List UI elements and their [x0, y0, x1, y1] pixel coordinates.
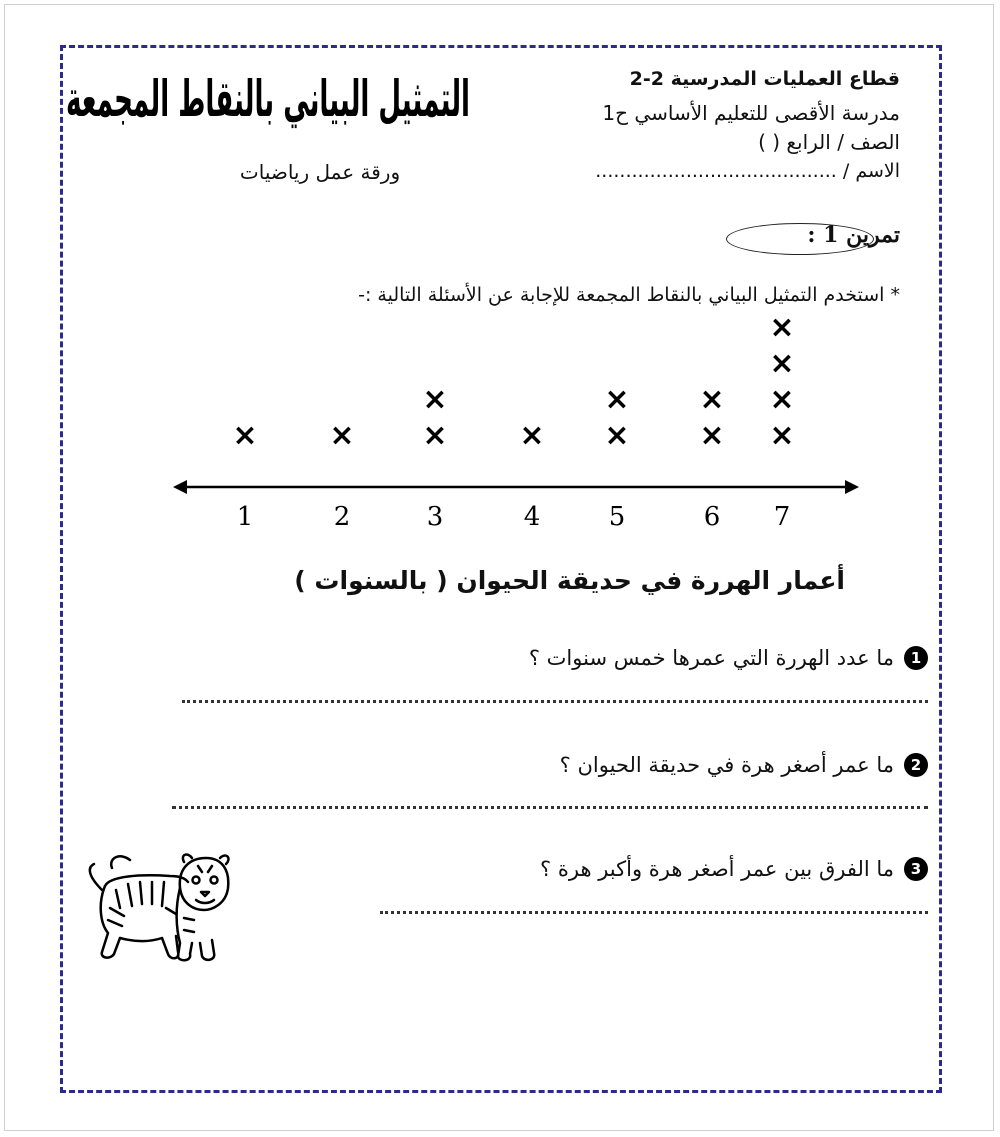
- plot-mark-x: ×: [769, 382, 795, 417]
- line-plot-chart: [165, 315, 865, 540]
- tick-label: 2: [333, 502, 351, 532]
- tick-label: 5: [608, 502, 626, 532]
- question-number-badge: 2: [904, 753, 928, 777]
- district-line: قطاع العمليات المدرسية 2-2: [629, 68, 900, 90]
- worksheet-label: ورقة عمل رياضيات: [239, 160, 401, 184]
- plot-mark-x: ×: [519, 418, 545, 453]
- plot-mark-x: ×: [422, 382, 448, 417]
- worksheet-title: [62, 58, 474, 136]
- plot-mark-x: ×: [329, 418, 355, 453]
- plot-mark-x: ×: [769, 346, 795, 381]
- answer-line-3[interactable]: [380, 911, 928, 914]
- grade-line: الصف / الرابع ( ): [758, 130, 900, 154]
- plot-mark-x: ×: [699, 382, 725, 417]
- plot-mark-x: ×: [232, 418, 258, 453]
- instruction-text: * استخدم التمثيل البياني بالنقاط المجمعة للإجابة عن الأسئلة التالية :-: [358, 284, 900, 306]
- title-text: التمثيل البياني بالنقاط المجمعة: [66, 70, 470, 128]
- tick-label: 7: [773, 502, 791, 532]
- plot-mark-x: ×: [422, 418, 448, 453]
- plot-mark-x: ×: [604, 418, 630, 453]
- question-3: [540, 857, 928, 881]
- plot-mark-x: ×: [699, 418, 725, 453]
- exercise-label: تمرين 1 :: [807, 222, 900, 248]
- question-1: [529, 646, 928, 670]
- question-2: [560, 753, 928, 777]
- plot-mark-x: ×: [769, 315, 795, 345]
- question-number-badge: 1: [904, 646, 928, 670]
- question-text: ما عدد الهررة التي عمرها خمس سنوات ؟: [528, 646, 894, 670]
- plot-mark-x: ×: [604, 382, 630, 417]
- plot-mark-x: ×: [769, 418, 795, 453]
- answer-line-1[interactable]: [182, 700, 928, 703]
- left-arrow-icon: [173, 480, 187, 494]
- chart-title: أعمار الهررة في حديقة الحيوان ( بالسنوات ): [294, 566, 845, 595]
- tick-label: 6: [703, 502, 721, 532]
- tiger-illustration: [80, 848, 240, 968]
- answer-line-2[interactable]: [172, 806, 928, 809]
- question-text: ما الفرق بين عمر أصغر هرة وأكبر هرة ؟: [540, 857, 894, 881]
- school-line: مدرسة الأقصى للتعليم الأساسي ح1: [602, 101, 900, 125]
- name-field: الاسم / ........................................: [595, 160, 900, 182]
- question-text: ما عمر أصغر هرة في حديقة الحيوان ؟: [559, 753, 894, 777]
- tick-label: 4: [523, 502, 541, 532]
- right-arrow-icon: [845, 480, 859, 494]
- tick-label: 3: [426, 502, 444, 532]
- question-number-badge: 3: [904, 857, 928, 881]
- tick-label: 1: [236, 502, 254, 532]
